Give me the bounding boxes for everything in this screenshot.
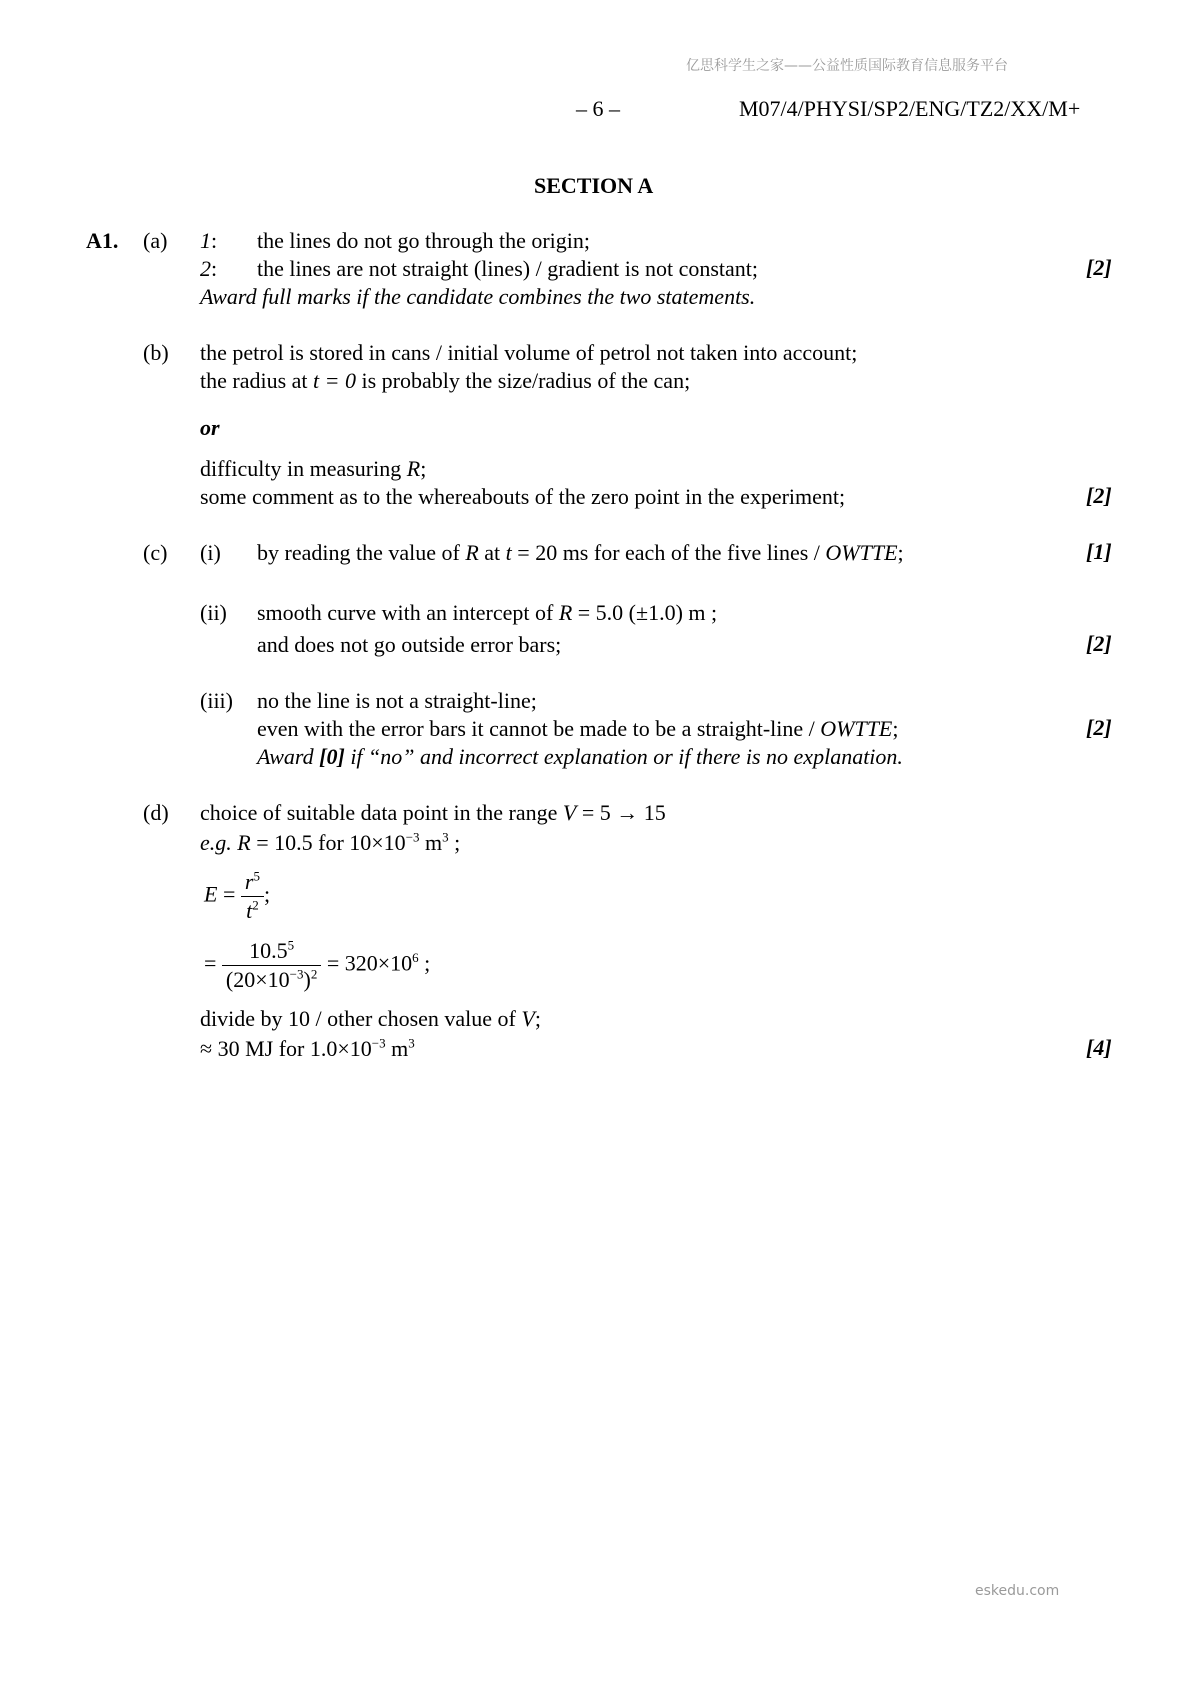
part-d-example: e.g. R = 10.5 for $10\times 10^{-3}$ $m^3$ ; (200, 829, 461, 855)
part-b-line-3: difficulty in measuring R; (200, 456, 427, 481)
part-c-i-text: by reading the value of R at t = 20 ms for each of the five lines / OWTTE; (257, 540, 904, 565)
paper-code: M07/4/PHYSI/SP2/ENG/TZ2/XX/M+ (739, 96, 1081, 121)
part-c-i-label: (i) (200, 540, 221, 565)
part-a-item-1-number: 1: (200, 228, 218, 253)
part-b-line-2: the radius at t = 0 is probably the size/radius of the can; (200, 368, 691, 393)
part-a-label: (a) (143, 228, 168, 253)
part-d-formula-2: = $\frac{10.5^5}{(20\times 10^{-3})^2}$ = $320\times 10^6$ ; (204, 937, 431, 992)
part-d-mark: [4] (1086, 1035, 1112, 1060)
part-d-final: ≈ 30 MJ for $1.0\times 10^{-3}$ $m^3$ (200, 1035, 415, 1061)
part-b-line-1: the petrol is stored in cans / initial volume of petrol not taken into account; (200, 340, 858, 365)
part-c-iii-label: (iii) (200, 688, 233, 713)
part-b-label: (b) (143, 340, 169, 365)
question-number: A1. (86, 228, 119, 253)
part-a-item-2-number: 2: (200, 256, 218, 281)
part-c-iii-note: Award [0] if “no” and incorrect explanation or if there is no explanation. (257, 744, 903, 769)
formula-1-fraction: $\frac{r^5}{t^2}$ (241, 868, 264, 925)
watermark-top: 亿思科学生之家——公益性质国际教育信息服务平台 (686, 58, 1008, 74)
part-c-iii-mark: [2] (1086, 715, 1112, 740)
section-title: SECTION A (534, 173, 654, 198)
page-number: – 6 – (576, 96, 620, 121)
part-d-label: (d) (143, 800, 169, 825)
part-d-line-1: choice of suitable data point in the range V = 5 → 15 (200, 800, 666, 825)
formula-2-fraction: $\frac{10.5^5}{(20\times 10^{-3})^2}$ (222, 937, 321, 994)
part-a-note: Award full marks if the candidate combines the two statements. (200, 284, 756, 309)
part-a-item-1-text: the lines do not go through the origin; (257, 228, 591, 253)
part-c-ii-mark: [2] (1086, 631, 1112, 656)
part-c-label: (c) (143, 540, 168, 565)
watermark-bottom: eskedu.com (975, 1583, 1060, 1599)
part-d-formula-1: E = $\frac{r^5}{t^2}$ ; (204, 868, 271, 923)
part-c-i-mark: [1] (1086, 539, 1112, 564)
part-b-or: or (200, 415, 220, 440)
part-c-ii-line-1: smooth curve with an intercept of R = 5.0 (±1.0) m ; (257, 600, 718, 625)
part-b-line-4: some comment as to the whereabouts of the zero point in the experiment; (200, 484, 846, 509)
part-d-divide-line: divide by 10 / other chosen value of V; (200, 1006, 541, 1031)
part-a-mark: [2] (1086, 255, 1112, 280)
part-c-iii-line-1: no the line is not a straight-line; (257, 688, 537, 713)
part-c-ii-line-2: and does not go outside error bars; (257, 632, 562, 657)
part-a-item-2-text: the lines are not straight (lines) / gradient is not constant; (257, 256, 758, 281)
part-b-mark: [2] (1086, 483, 1112, 508)
part-c-iii-line-2: even with the error bars it cannot be made to be a straight-line / OWTTE; (257, 716, 899, 741)
part-c-ii-label: (ii) (200, 600, 227, 625)
